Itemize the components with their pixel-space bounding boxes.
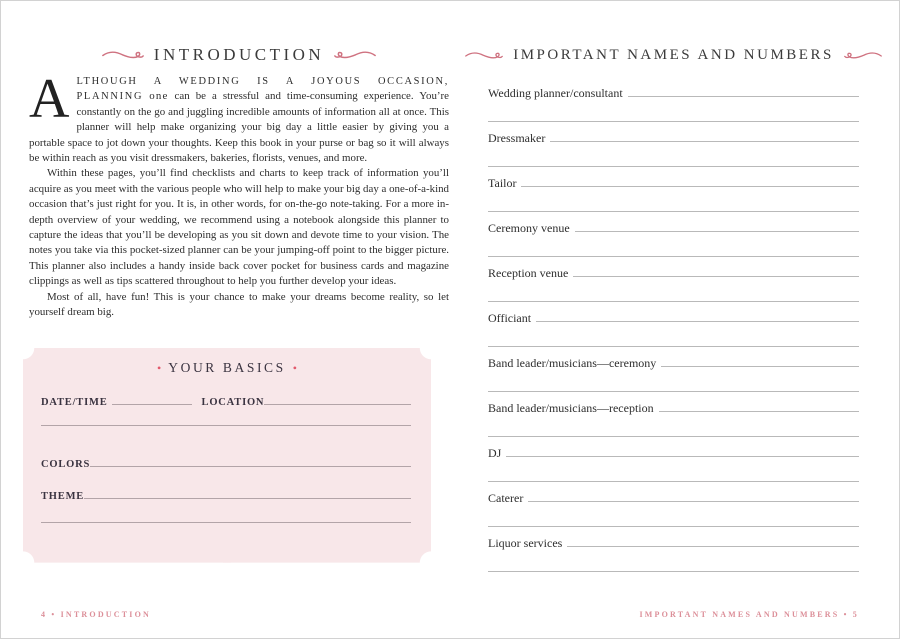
field-label: Ceremony venue [488, 221, 570, 235]
basics-blank-line [41, 522, 411, 523]
intro-paragraph-1 [29, 68, 449, 166]
basics-row-colors [41, 456, 411, 470]
field-label: Dressmaker [488, 131, 546, 145]
field-fill-line [536, 310, 859, 322]
field-label: Wedding planner/consultant [488, 86, 623, 100]
name-field [488, 400, 859, 445]
name-field [488, 175, 859, 220]
right-page-footer: IMPORTANT NAMES AND NUMBERS • 5 [639, 610, 859, 619]
lead-word: one [149, 90, 169, 103]
paragraph-1-text: can be a stressful and time-consuming experience. You’re constantly on the go and juggling incredible amounts of information all at once. This planner will help make organizing your big day a little easier by giving you a portable space to jot down your thoughts. Keep this book in your purse or bag so it will always be within reach as you visit dressmakers, bakeries, florists, venues, and more. [29, 90, 449, 165]
field-blank-line [488, 481, 859, 482]
bullet-dot-icon: • [292, 361, 297, 375]
field-label: Liquor services [488, 536, 563, 550]
field-label: Tailor [488, 176, 517, 190]
field-blank-line [488, 256, 859, 257]
right-page-title-text: IMPORTANT NAMES AND NUMBERS [513, 47, 834, 63]
introduction-body [29, 68, 449, 321]
colors-fill-line [90, 456, 411, 467]
date-time-fill-line [112, 394, 192, 405]
name-field [488, 445, 859, 490]
field-fill-line [521, 175, 859, 187]
field-fill-line [575, 220, 859, 232]
intro-paragraph-3: Most of all, have fun! This is your chance to make your dreams become reality, so let yourself dream big. [29, 290, 449, 319]
name-field [488, 490, 859, 535]
dropcap: A [29, 68, 70, 130]
field-blank-line [488, 391, 859, 392]
your-basics-box [23, 348, 431, 563]
field-label: Officiant [488, 311, 532, 325]
field-blank-line [488, 346, 859, 347]
left-page-title-text: INTRODUCTION [153, 45, 325, 64]
field-label: Band leader/musicians—reception [488, 401, 654, 415]
field-fill-line [567, 535, 859, 547]
field-label: Band leader/musicians—ceremony [488, 356, 657, 370]
field-label: DJ [488, 446, 502, 460]
theme-fill-line [84, 488, 411, 499]
name-field [488, 130, 859, 175]
name-field [488, 85, 859, 130]
flourish-left-icon [465, 50, 503, 62]
field-fill-line [628, 85, 859, 97]
left-page-footer: 4 • INTRODUCTION [41, 610, 152, 619]
name-field [488, 310, 859, 355]
location-fill-line [264, 394, 411, 405]
basics-row-theme [41, 488, 411, 502]
field-label: Caterer [488, 491, 524, 505]
lead-caps-line: LTHOUGH A WEDDING IS A JOYOUS OCCASION, PLANNING [76, 76, 449, 103]
field-blank-line [488, 571, 859, 572]
field-blank-line [488, 121, 859, 122]
name-field [488, 265, 859, 310]
field-fill-line [573, 265, 859, 277]
field-fill-line [506, 445, 859, 457]
bullet-dot-icon: • [157, 361, 162, 375]
right-page-title [478, 47, 869, 64]
left-page-title [29, 45, 449, 65]
names-and-numbers-list [488, 85, 859, 580]
field-fill-line [661, 355, 859, 367]
colors-label: COLORS [41, 459, 91, 470]
theme-label: THEME [41, 491, 85, 502]
name-field [488, 535, 859, 580]
your-basics-title [23, 360, 431, 376]
location-label: LOCATION [201, 397, 265, 408]
field-fill-line [550, 130, 859, 142]
name-field [488, 220, 859, 265]
intro-paragraph-2: Within these pages, you’ll find checklists and charts to keep track of information you’ll acquire as you meet with the various people who will help to make your big day a one-of-a-kind occasion that’s just right for you. It is, in other words, for on-the-go note-taking. For a more in-depth overview of your wedding, we recommend using a notebook alongside this planner to capture the ideas that you’ll be developing as you sit down and devote time to your vision. The notes you take via this pocket-sized planner can be your jumping-off point to the bigger picture. This planner also includes a handy inside back cover pocket for business cards and magazine clippings as well as tips scattered throughout to help you further develop your ideas. [29, 167, 449, 288]
field-fill-line [659, 400, 859, 412]
basics-row-datetime-location [41, 394, 411, 408]
your-basics-title-text: YOUR BASICS [168, 360, 286, 375]
field-fill-line [528, 490, 859, 502]
field-blank-line [488, 166, 859, 167]
basics-blank-line [41, 425, 411, 426]
flourish-right-icon [844, 50, 882, 62]
field-blank-line [488, 211, 859, 212]
field-blank-line [488, 526, 859, 527]
flourish-right-icon [334, 49, 376, 62]
field-blank-line [488, 436, 859, 437]
field-label: Reception venue [488, 266, 569, 280]
flourish-left-icon [102, 49, 144, 62]
date-time-label: DATE/TIME [41, 397, 108, 408]
name-field [488, 355, 859, 400]
field-blank-line [488, 301, 859, 302]
